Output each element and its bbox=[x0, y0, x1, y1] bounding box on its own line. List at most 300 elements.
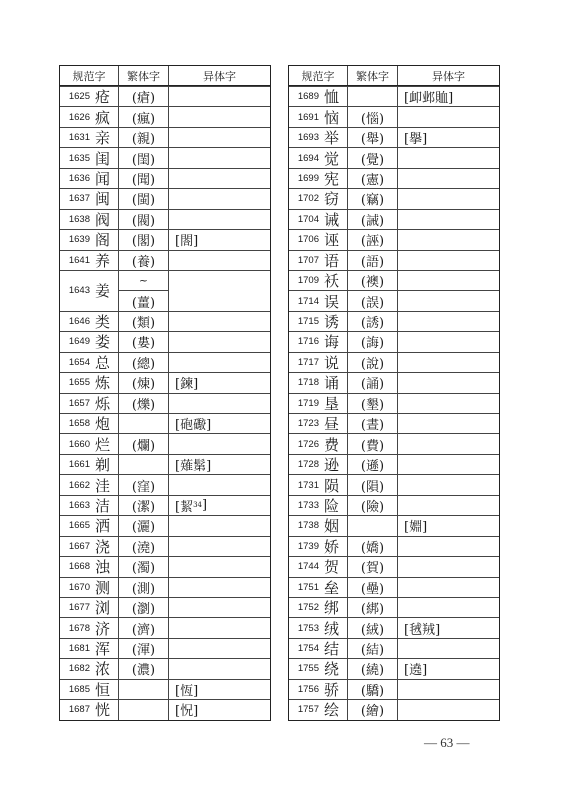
traditional-char-cell bbox=[119, 373, 169, 392]
traditional-char: (絨) bbox=[360, 622, 385, 638]
traditional-char-cell bbox=[119, 251, 169, 270]
traditional-char: (養) bbox=[131, 254, 156, 270]
entry-number: 1693 bbox=[297, 132, 319, 144]
entry-number: 1726 bbox=[297, 438, 319, 450]
standard-char: 恒 bbox=[95, 680, 111, 699]
standard-char-cell bbox=[60, 434, 119, 453]
entry-number: 1661 bbox=[68, 459, 90, 471]
table-row bbox=[289, 188, 499, 208]
traditional-char: (閩) bbox=[131, 193, 156, 209]
traditional-char-cell bbox=[119, 87, 169, 106]
traditional-char-cell bbox=[348, 700, 398, 719]
standard-char-cell bbox=[289, 291, 348, 310]
traditional-char-cell bbox=[348, 271, 398, 290]
table-row bbox=[289, 372, 499, 392]
traditional-char: (閣) bbox=[131, 234, 156, 250]
standard-char-cell bbox=[60, 189, 119, 208]
traditional-char-cell bbox=[348, 169, 398, 188]
table-row bbox=[289, 311, 499, 331]
entry-number: 1702 bbox=[297, 193, 319, 205]
standard-char: 总 bbox=[95, 353, 111, 372]
traditional-char-cell bbox=[119, 189, 169, 208]
table-row bbox=[289, 331, 499, 351]
variant-char: [閤] bbox=[175, 234, 199, 250]
entry-number: 1655 bbox=[68, 377, 90, 389]
standard-char: 娄 bbox=[95, 333, 111, 352]
table-row bbox=[60, 311, 270, 331]
table-row bbox=[60, 699, 270, 719]
table-row bbox=[289, 352, 499, 372]
traditional-char-cell bbox=[119, 537, 169, 556]
standard-char-cell bbox=[289, 373, 348, 392]
entry-number: 1660 bbox=[68, 438, 90, 450]
entry-number: 1667 bbox=[68, 540, 90, 552]
standard-char-cell bbox=[289, 578, 348, 597]
traditional-char-cell bbox=[119, 639, 169, 658]
entry-number: 1691 bbox=[297, 111, 319, 123]
traditional-char: (遜) bbox=[360, 459, 385, 475]
variant-char-cell bbox=[398, 291, 499, 310]
standard-char-cell bbox=[289, 537, 348, 556]
standard-char: 济 bbox=[95, 619, 111, 638]
variant-char-cell bbox=[169, 434, 270, 453]
variant-char-cell bbox=[398, 680, 499, 699]
traditional-char-cell bbox=[119, 353, 169, 372]
entry-number: 1663 bbox=[68, 499, 90, 511]
traditional-char-cell bbox=[348, 496, 398, 515]
standard-char-cell bbox=[60, 312, 119, 331]
traditional-char-cell bbox=[348, 557, 398, 576]
standard-char-cell bbox=[60, 107, 119, 126]
standard-char-cell bbox=[289, 230, 348, 249]
standard-char-cell bbox=[289, 700, 348, 719]
page-number: — 63 — bbox=[424, 735, 470, 750]
traditional-char: (憲) bbox=[360, 172, 385, 188]
standard-char: 姜 bbox=[95, 282, 111, 301]
entry-number: 1626 bbox=[68, 111, 90, 123]
standard-char: 诱 bbox=[324, 313, 340, 332]
standard-char-cell bbox=[60, 557, 119, 576]
traditional-char: (綁) bbox=[360, 602, 385, 618]
char-table-right bbox=[288, 65, 500, 721]
variant-char-cell bbox=[169, 107, 270, 126]
table-row bbox=[60, 331, 270, 351]
traditional-char: (婁) bbox=[131, 336, 156, 352]
entry-number: 1665 bbox=[68, 520, 90, 532]
variant-char-cell bbox=[169, 680, 270, 699]
table-row bbox=[289, 86, 499, 106]
traditional-char: (隕) bbox=[360, 479, 385, 495]
traditional-char: (誨) bbox=[360, 336, 385, 352]
standard-char-cell bbox=[289, 394, 348, 413]
standard-char: 结 bbox=[324, 640, 340, 659]
traditional-char: (窪) bbox=[131, 479, 156, 495]
traditional-char-cell bbox=[348, 312, 398, 331]
table-row bbox=[289, 597, 499, 617]
char-table-left bbox=[59, 65, 271, 721]
entry-number: 1752 bbox=[297, 602, 319, 614]
table-row bbox=[289, 679, 499, 699]
traditional-char: (墾) bbox=[360, 397, 385, 413]
entry-number: 1677 bbox=[68, 602, 90, 614]
traditional-char: (驕) bbox=[360, 683, 385, 699]
standard-char-cell bbox=[60, 373, 119, 392]
standard-char-cell bbox=[60, 414, 119, 433]
variant-char-cell bbox=[398, 169, 499, 188]
standard-char-cell bbox=[60, 128, 119, 147]
traditional-char-cell bbox=[119, 475, 169, 494]
standard-char-cell bbox=[60, 598, 119, 617]
standard-char-cell bbox=[60, 618, 119, 637]
traditional-char-cell bbox=[348, 578, 398, 597]
entry-number: 1654 bbox=[68, 356, 90, 368]
traditional-char-cell bbox=[348, 332, 398, 351]
standard-char: 娇 bbox=[324, 537, 340, 556]
variant-char-cell bbox=[398, 353, 499, 372]
entry-number: 1678 bbox=[68, 622, 90, 634]
standard-char-cell bbox=[60, 394, 119, 413]
entry-number: 1719 bbox=[297, 397, 319, 409]
traditional-char-cell bbox=[348, 618, 398, 637]
standard-char: 闽 bbox=[95, 190, 111, 209]
variant-char-cell bbox=[169, 455, 270, 474]
traditional-char: (潔) bbox=[131, 499, 156, 515]
standard-char: 险 bbox=[324, 496, 340, 515]
entry-number: 1641 bbox=[68, 254, 90, 266]
variant-char-cell bbox=[398, 128, 499, 147]
table-row bbox=[289, 106, 499, 126]
standard-char: 垦 bbox=[324, 394, 340, 413]
standard-char-cell bbox=[60, 332, 119, 351]
traditional-char-cell bbox=[119, 680, 169, 699]
traditional-char-cell bbox=[119, 557, 169, 576]
standard-char-cell bbox=[60, 210, 119, 229]
standard-char: 误 bbox=[324, 292, 340, 311]
standard-char: 诲 bbox=[324, 333, 340, 352]
traditional-char: (覺) bbox=[360, 152, 385, 168]
standard-char-cell bbox=[60, 496, 119, 515]
table-row bbox=[60, 270, 270, 311]
traditional-char: (晝) bbox=[360, 418, 385, 434]
standard-char-cell bbox=[289, 251, 348, 270]
entry-number: 1657 bbox=[68, 397, 90, 409]
standard-char: 亲 bbox=[95, 129, 111, 148]
variant-char-cell bbox=[169, 87, 270, 106]
traditional-char: (誡) bbox=[360, 213, 385, 229]
traditional-char: (竊) bbox=[360, 193, 385, 209]
standard-char-cell bbox=[60, 700, 119, 719]
standard-char: 恍 bbox=[95, 701, 111, 720]
traditional-char-cell bbox=[348, 189, 398, 208]
header-standard-char: 规范字 bbox=[289, 66, 348, 85]
variant-char: [擧] bbox=[404, 132, 428, 148]
traditional-char-cell bbox=[348, 210, 398, 229]
standard-char: 浑 bbox=[95, 640, 111, 659]
entry-number: 1625 bbox=[68, 91, 90, 103]
variant-char-cell bbox=[169, 271, 270, 311]
entry-number: 1636 bbox=[68, 172, 90, 184]
entry-number: 1707 bbox=[297, 254, 319, 266]
variant-char-cell bbox=[398, 148, 499, 167]
table-row bbox=[289, 536, 499, 556]
standard-char: 浏 bbox=[95, 599, 111, 618]
variant-char: [毧羢] bbox=[404, 622, 441, 638]
variant-char-cell bbox=[398, 230, 499, 249]
table-row bbox=[60, 433, 270, 453]
variant-char-cell bbox=[398, 475, 499, 494]
table-row bbox=[289, 556, 499, 576]
standard-char-cell bbox=[60, 251, 119, 270]
standard-char: 闺 bbox=[95, 149, 111, 168]
variant-char: [婣] bbox=[404, 520, 428, 536]
traditional-char-cell bbox=[348, 455, 398, 474]
standard-char-cell bbox=[289, 516, 348, 535]
traditional-char-cell bbox=[348, 128, 398, 147]
variant-char-cell bbox=[169, 700, 270, 719]
standard-char-cell bbox=[60, 87, 119, 106]
standard-char: 类 bbox=[95, 313, 111, 332]
traditional-char: (總) bbox=[131, 356, 156, 372]
entry-number: 1728 bbox=[297, 459, 319, 471]
standard-char: 恼 bbox=[324, 108, 340, 127]
traditional-char: (險) bbox=[360, 499, 385, 515]
standard-char-cell bbox=[60, 659, 119, 678]
table-row bbox=[289, 147, 499, 167]
entry-number: 1714 bbox=[297, 295, 319, 307]
variant-char-cell bbox=[169, 578, 270, 597]
variant-char: [遶] bbox=[404, 663, 428, 679]
standard-char: 阀 bbox=[95, 210, 111, 229]
standard-char: 举 bbox=[324, 129, 340, 148]
entry-number: 1738 bbox=[297, 520, 319, 532]
entry-number: 1699 bbox=[297, 172, 319, 184]
variant-char-cell bbox=[398, 87, 499, 106]
standard-char-cell bbox=[60, 230, 119, 249]
traditional-char-cell bbox=[119, 210, 169, 229]
standard-char: 疯 bbox=[95, 108, 111, 127]
standard-char: 闻 bbox=[95, 169, 111, 188]
variant-char-cell bbox=[398, 659, 499, 678]
traditional-char-cell bbox=[119, 516, 169, 535]
table-row bbox=[289, 699, 499, 719]
standard-char-cell bbox=[60, 537, 119, 556]
standard-char: 费 bbox=[324, 435, 340, 454]
table-row bbox=[289, 454, 499, 474]
standard-char: 炮 bbox=[95, 415, 111, 434]
standard-char: 贺 bbox=[324, 558, 340, 577]
traditional-char-cell bbox=[348, 516, 398, 535]
entry-number: 1744 bbox=[297, 561, 319, 573]
standard-char-cell bbox=[60, 169, 119, 188]
entry-number: 1639 bbox=[68, 234, 90, 246]
table-row bbox=[289, 209, 499, 229]
standard-char: 垒 bbox=[324, 578, 340, 597]
variant-char-cell bbox=[169, 251, 270, 270]
traditional-char-cell bbox=[119, 659, 169, 678]
entry-number: 1739 bbox=[297, 540, 319, 552]
traditional-char-cell bbox=[119, 598, 169, 617]
entry-number: 1755 bbox=[297, 663, 319, 675]
traditional-char: (灑) bbox=[131, 520, 156, 536]
traditional-char-cell bbox=[348, 659, 398, 678]
table-row bbox=[289, 250, 499, 270]
variant-char-cell bbox=[169, 312, 270, 331]
variant-char-cell bbox=[398, 557, 499, 576]
variant-char: [怳] bbox=[175, 704, 199, 720]
table-row bbox=[60, 658, 270, 678]
standard-char-cell bbox=[60, 516, 119, 535]
traditional-char-cell bbox=[119, 618, 169, 637]
table-row bbox=[289, 515, 499, 535]
variant-char-cell bbox=[169, 659, 270, 678]
standard-char-cell bbox=[60, 271, 119, 311]
table-header-row bbox=[60, 66, 270, 86]
variant-char-cell bbox=[398, 598, 499, 617]
traditional-char-cell bbox=[119, 394, 169, 413]
standard-char-cell bbox=[289, 434, 348, 453]
traditional-char: (類) bbox=[131, 316, 156, 332]
traditional-char: (測) bbox=[131, 581, 156, 597]
variant-char-cell bbox=[169, 557, 270, 576]
traditional-char-cell bbox=[119, 434, 169, 453]
entry-number: 1658 bbox=[68, 418, 90, 430]
standard-char: 浊 bbox=[95, 558, 111, 577]
entry-number: 1709 bbox=[297, 275, 319, 287]
standard-char-cell bbox=[289, 271, 348, 290]
traditional-char-cell bbox=[119, 414, 169, 433]
entry-number: 1717 bbox=[297, 356, 319, 368]
entry-number: 1685 bbox=[68, 683, 90, 695]
standard-char: 绕 bbox=[324, 660, 340, 679]
standard-char: 洼 bbox=[95, 476, 111, 495]
table-row bbox=[60, 188, 270, 208]
standard-char: 姻 bbox=[324, 517, 340, 536]
traditional-char: (嬌) bbox=[360, 540, 385, 556]
variant-char-cell bbox=[398, 373, 499, 392]
entry-number: 1715 bbox=[297, 316, 319, 328]
standard-char: 诵 bbox=[324, 374, 340, 393]
traditional-char: (薑) bbox=[131, 295, 156, 311]
entry-number: 1694 bbox=[297, 152, 319, 164]
standard-char: 诫 bbox=[324, 210, 340, 229]
standard-char: 逊 bbox=[324, 456, 340, 475]
traditional-char-cell bbox=[348, 598, 398, 617]
table-row bbox=[60, 168, 270, 188]
traditional-char-cell bbox=[348, 353, 398, 372]
traditional-char: (爛) bbox=[131, 438, 156, 454]
table-row bbox=[289, 433, 499, 453]
traditional-char: (舉) bbox=[360, 132, 385, 148]
traditional-char-cell bbox=[348, 107, 398, 126]
traditional-char: (渾) bbox=[131, 643, 156, 659]
table-row bbox=[60, 474, 270, 494]
table-row bbox=[60, 250, 270, 270]
table-row bbox=[60, 209, 270, 229]
table-row bbox=[60, 597, 270, 617]
traditional-char: (襖) bbox=[360, 275, 385, 291]
traditional-char: (結) bbox=[360, 643, 385, 659]
traditional-char-cell bbox=[119, 332, 169, 351]
standard-char: 觉 bbox=[324, 149, 340, 168]
variant-char-cell bbox=[169, 598, 270, 617]
traditional-char: (閥) bbox=[131, 213, 156, 229]
table-row bbox=[289, 393, 499, 413]
traditional-char: (濃) bbox=[131, 663, 156, 679]
table-row bbox=[60, 617, 270, 637]
entry-number: 1756 bbox=[297, 683, 319, 695]
variant-char-cell bbox=[169, 148, 270, 167]
traditional-char-cell bbox=[119, 578, 169, 597]
standard-char: 昼 bbox=[324, 415, 340, 434]
standard-char: 陨 bbox=[324, 476, 340, 495]
entry-number: 1731 bbox=[297, 479, 319, 491]
variant-char-cell bbox=[169, 332, 270, 351]
standard-char-cell bbox=[289, 87, 348, 106]
standard-char: 窃 bbox=[324, 190, 340, 209]
traditional-char: (壘) bbox=[360, 581, 385, 597]
traditional-char: (煉) bbox=[131, 377, 156, 393]
entry-number: 1706 bbox=[297, 234, 319, 246]
entry-number: 1635 bbox=[68, 152, 90, 164]
traditional-char: (爍) bbox=[131, 397, 156, 413]
table-row bbox=[60, 86, 270, 106]
header-standard-char: 规范字 bbox=[60, 66, 119, 85]
variant-char-cell bbox=[169, 230, 270, 249]
variant-char-cell bbox=[169, 210, 270, 229]
traditional-char: (誦) bbox=[360, 377, 385, 393]
standard-char-cell bbox=[289, 353, 348, 372]
variant-char-cell bbox=[398, 537, 499, 556]
variant-char-cell bbox=[169, 537, 270, 556]
traditional-char-cell bbox=[348, 680, 398, 699]
traditional-char: (瘋) bbox=[131, 111, 156, 127]
variant-char-cell bbox=[398, 700, 499, 719]
standard-char: 袄 bbox=[324, 272, 340, 291]
table-row bbox=[289, 229, 499, 249]
variant-char-cell bbox=[169, 128, 270, 147]
header-variant-char: 异体字 bbox=[432, 69, 465, 83]
standard-char: 浇 bbox=[95, 537, 111, 556]
standard-char: 洁 bbox=[95, 496, 111, 515]
standard-char-cell bbox=[289, 128, 348, 147]
variant-char-cell bbox=[398, 639, 499, 658]
variant-char-cell bbox=[169, 189, 270, 208]
variant-char-cell bbox=[169, 373, 270, 392]
standard-char-cell bbox=[60, 475, 119, 494]
traditional-char: (繪) bbox=[360, 704, 385, 720]
traditional-char: (賀) bbox=[360, 561, 385, 577]
variant-char-cell bbox=[398, 312, 499, 331]
variant-char-cell bbox=[169, 618, 270, 637]
standard-char: 疮 bbox=[95, 88, 111, 107]
table-row bbox=[289, 127, 499, 147]
variant-char-cell bbox=[169, 394, 270, 413]
traditional-char: (惱) bbox=[360, 111, 385, 127]
traditional-char-tilde: ~ bbox=[119, 271, 168, 291]
traditional-char-cell bbox=[348, 537, 398, 556]
variant-char-cell bbox=[398, 618, 499, 637]
traditional-char: (誣) bbox=[360, 234, 385, 250]
table-row bbox=[60, 352, 270, 372]
traditional-char-cell bbox=[119, 496, 169, 515]
table-row bbox=[289, 638, 499, 658]
standard-char-cell bbox=[60, 353, 119, 372]
variant-char: [薙鬀] bbox=[175, 459, 212, 475]
entry-number: 1643 bbox=[68, 285, 90, 297]
standard-char-cell bbox=[289, 332, 348, 351]
table-row bbox=[289, 495, 499, 515]
table-row bbox=[289, 168, 499, 188]
